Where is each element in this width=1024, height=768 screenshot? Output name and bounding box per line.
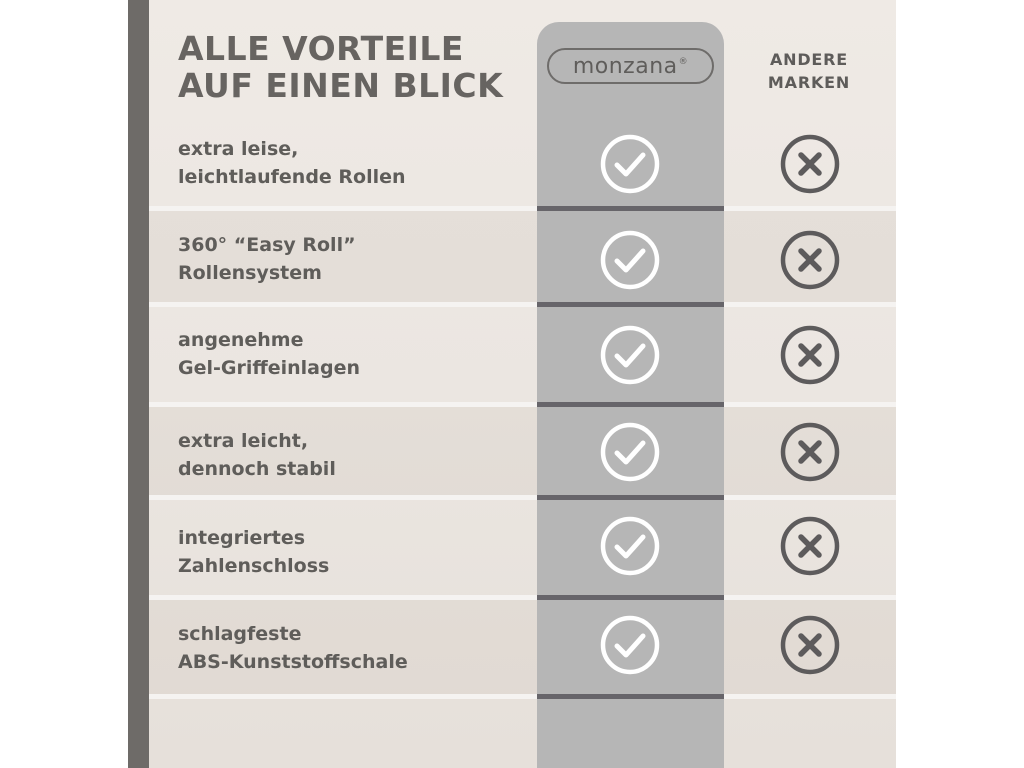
page-title-line: ALLE VORTEILE [178, 29, 464, 68]
trademark-symbol: ® [678, 57, 689, 67]
other-brands-heading-line: ANDERE [769, 50, 849, 69]
other-brands-heading-line: MARKEN [767, 73, 851, 92]
cross-icon [779, 229, 841, 291]
other-brands-heading [734, 48, 884, 94]
cross-icon [779, 133, 841, 195]
feature-label-line: extra leise, [178, 138, 299, 160]
feature-label-line: angenehme [178, 329, 304, 351]
feature-label [178, 326, 518, 382]
feature-label-line: extra leicht, [178, 430, 309, 452]
row-divider [149, 595, 896, 600]
cross-icon [779, 515, 841, 577]
feature-label [178, 231, 518, 287]
page-title [178, 30, 503, 104]
cross-icon [779, 614, 841, 676]
feature-label [178, 524, 518, 580]
row-divider [149, 694, 896, 699]
check-icon [599, 515, 661, 577]
feature-label-line: leichtlaufende Rollen [178, 166, 406, 188]
brand-logo-text: monzana [572, 53, 678, 79]
check-icon [599, 133, 661, 195]
feature-label-line: integriertes [178, 527, 306, 549]
brand-logo [547, 48, 714, 84]
check-icon [599, 421, 661, 483]
comparison-panel [128, 0, 896, 768]
feature-label [178, 427, 518, 483]
check-icon [599, 324, 661, 386]
check-icon [599, 614, 661, 676]
feature-label-line: Rollensystem [178, 262, 322, 284]
cross-icon [779, 324, 841, 386]
feature-label-line: 360° “Easy Roll” [178, 234, 356, 256]
row-divider [149, 402, 896, 407]
feature-label-line: Zahlenschloss [178, 555, 330, 577]
row-divider [149, 495, 896, 500]
feature-label [178, 135, 518, 191]
feature-label-line: schlagfeste [178, 623, 302, 645]
accent-bar [128, 0, 149, 768]
page-title-line: AUF EINEN BLICK [178, 66, 504, 105]
cross-icon [779, 421, 841, 483]
feature-label-line: dennoch stabil [178, 458, 336, 480]
check-icon [599, 229, 661, 291]
row-divider [149, 206, 896, 211]
feature-label-line: Gel-Griffeinlagen [178, 357, 361, 379]
feature-label-line: ABS-Kunststoffschale [178, 651, 408, 673]
row-divider [149, 302, 896, 307]
feature-label [178, 620, 518, 676]
